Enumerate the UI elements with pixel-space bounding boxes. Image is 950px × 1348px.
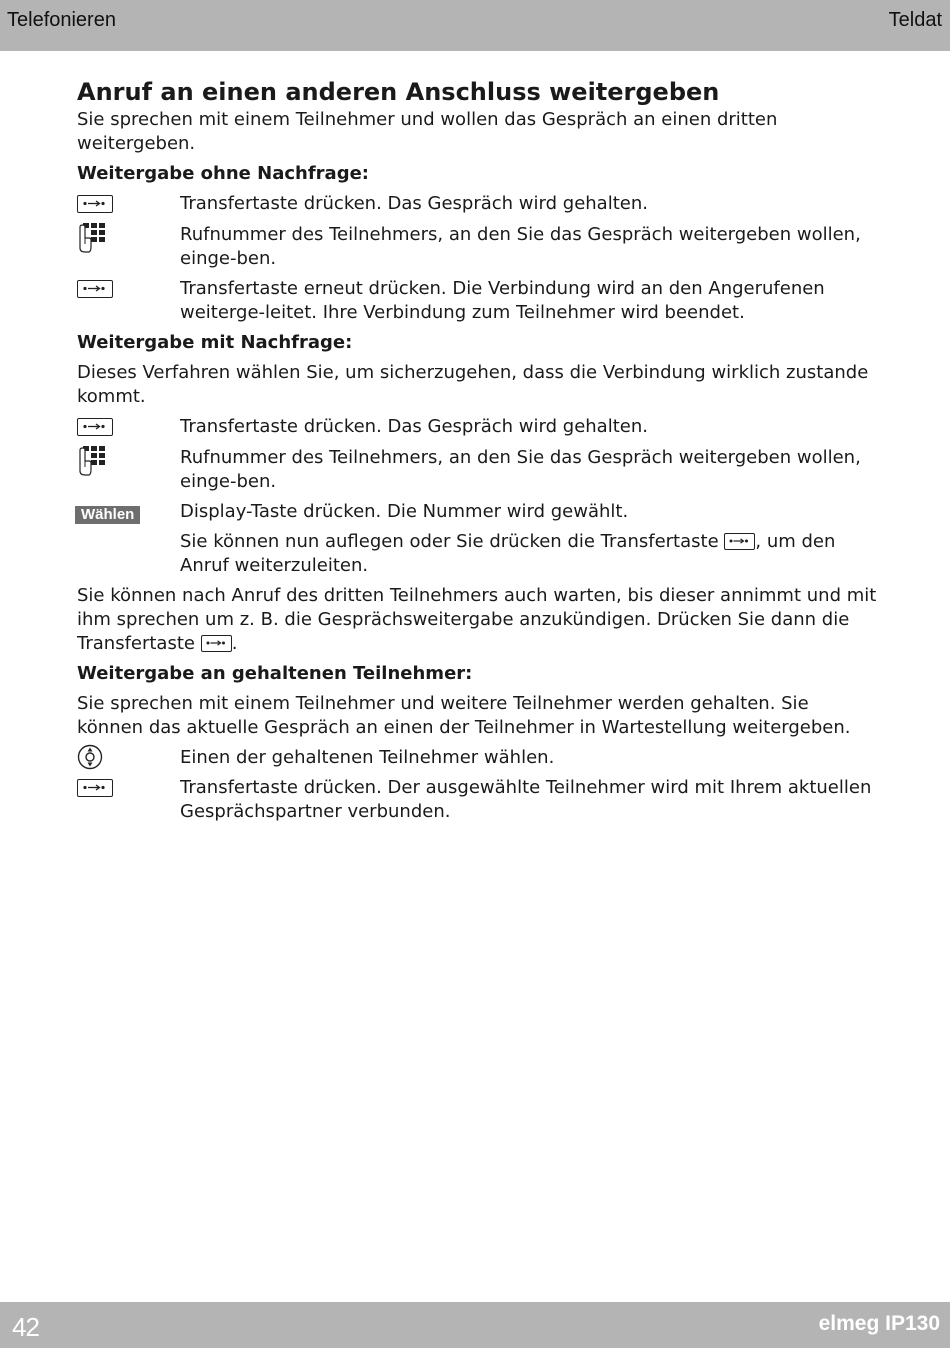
step-row: [77, 277, 877, 325]
step-text: Transfertaste drücken. Der ausgewählte Teilnehmer wird mit Ihrem aktuellen Gesprächspartner verbunden.: [180, 777, 872, 822]
step-row: [77, 415, 877, 440]
step-row: [77, 500, 877, 524]
step-row: [77, 776, 877, 824]
step-text: Transfertaste drücken. Das Gespräch wird gehalten.: [180, 416, 648, 437]
step-row: [77, 446, 877, 494]
transfer-key-icon: [201, 635, 232, 652]
step-text: Display-Taste drücken. Die Nummer wird gewählt.: [180, 501, 629, 522]
softkey-waehlen: Wählen: [75, 506, 140, 524]
section-heading: Weitergabe an gehaltenen Teilnehmer:: [77, 663, 473, 684]
page-number: 42: [12, 1312, 39, 1342]
step-note-row: [77, 530, 877, 578]
page-footer: [0, 1302, 950, 1348]
page-header: [0, 0, 950, 51]
paragraph-end: .: [231, 633, 238, 654]
section-intro: Dieses Verfahren wählen Sie, um sicherzugehen, dass die Verbindung wirklich zustande kommt.: [77, 362, 869, 407]
section-heading: Weitergabe ohne Nachfrage:: [77, 163, 369, 184]
note-text: Sie können nun auflegen oder Sie drücken die Transfertaste: [180, 531, 719, 552]
paragraph-text: Sie können nach Anruf des dritten Teilnehmers auch warten, bis dieser annimmt und mit ihm sprechen um z. B. die Gesprächsweitergabe anzukündigen. Drücken Sie dann die Transfertaste: [77, 585, 877, 654]
step-text: Rufnummer des Teilnehmers, an den Sie das Gespräch weitergeben wollen, einge-ben.: [180, 224, 861, 269]
step-row: [77, 746, 877, 770]
transfer-key-icon: [77, 280, 113, 298]
transfer-key-icon: [77, 195, 113, 213]
step-note: [180, 530, 877, 578]
transfer-key-icon: [77, 779, 113, 797]
brand-name: Teldat: [888, 9, 942, 31]
section-title: Telefonieren: [7, 9, 116, 31]
step-text: Transfertaste erneut drücken. Die Verbindung wird an den Angerufenen weiterge-leitet. Ihre Verbindung zum Teilnehmer wird beendet.: [180, 278, 825, 323]
transfer-key-icon: [724, 533, 755, 550]
paragraph: [77, 584, 877, 656]
step-text: Transfertaste drücken. Das Gespräch wird gehalten.: [180, 193, 648, 214]
product-name: elmeg IP130: [818, 1312, 940, 1335]
note-text: , um den Anruf weiterzuleiten.: [180, 531, 836, 576]
page-content: [77, 76, 877, 830]
step-text: Rufnummer des Teilnehmers, an den Sie das Gespräch weitergeben wollen, einge-ben.: [180, 447, 861, 492]
step-row: [77, 223, 877, 271]
section-heading: Weitergabe mit Nachfrage:: [77, 332, 353, 353]
page-title: Anruf an einen anderen Anschluss weitergeben: [77, 78, 720, 106]
section-intro: Sie sprechen mit einem Teilnehmer und weitere Teilnehmer werden gehalten. Sie können das aktuelle Gespräch an einen der Teilnehmer in Wartestellung weitergeben.: [77, 693, 851, 738]
transfer-key-icon: [77, 418, 113, 436]
intro-text: Sie sprechen mit einem Teilnehmer und wollen das Gespräch an einen dritten weitergeben.: [77, 109, 778, 154]
step-text: Einen der gehaltenen Teilnehmer wählen.: [180, 747, 555, 768]
step-row: [77, 192, 877, 217]
